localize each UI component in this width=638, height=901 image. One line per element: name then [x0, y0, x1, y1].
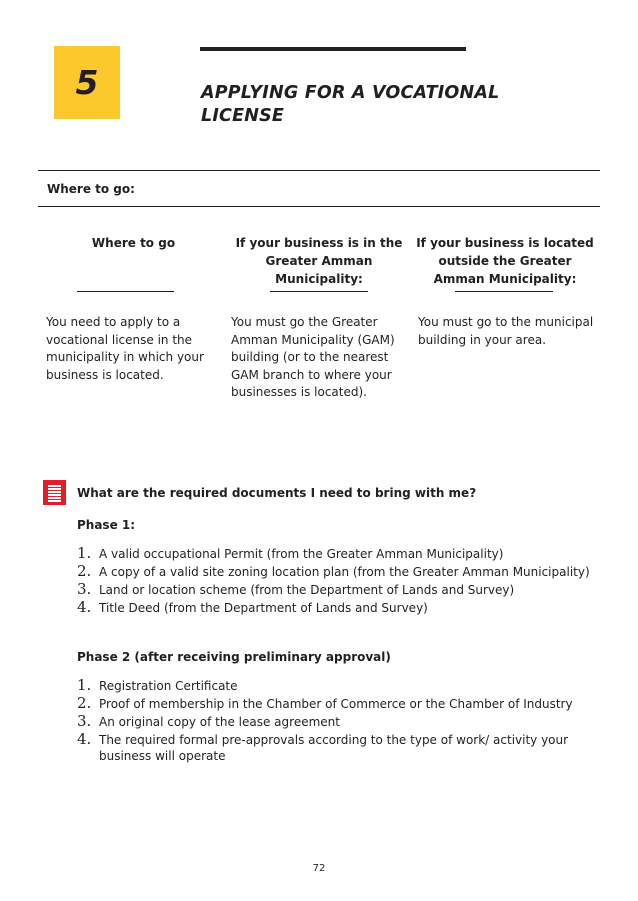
list-item: 1. A valid occupational Permit (from the Greater Amman Municipality) [77, 544, 504, 562]
document-icon [43, 480, 66, 505]
column-body-in-gam: You must go the Greater Amman Municipality (GAM) building (or to the nearest GAM branch to where your businesses is located). [231, 315, 395, 399]
phase1-label: Phase 1: [77, 518, 136, 532]
list-item: 2. Proof of membership in the Chamber of Commerce or the Chamber of Industry [77, 694, 573, 712]
column-body-outside-gam: You must go to the municipal building in your area. [418, 315, 594, 347]
column-heading-where-to-go: Where to go [91, 236, 176, 250]
column-body-where-to-go: You need to apply to a vocational license in the municipality in which your business is located. [46, 315, 204, 382]
chapter-number: 5 [75, 63, 99, 102]
list-item: 3. An original copy of the lease agreement [77, 712, 340, 730]
column-heading-in-gam: If your business is in the Greater Amman Municipality: [235, 236, 403, 286]
list-item: 4. The required formal pre-approvals according to the type of work/ activity your business will operate [77, 730, 569, 763]
section-divider-bottom [38, 206, 600, 207]
page-number: 72 [312, 863, 326, 874]
phase2-list [77, 678, 597, 766]
section-divider-top [38, 170, 600, 171]
column-rule [270, 291, 368, 292]
list-item: 1. Registration Certificate [77, 676, 238, 694]
phase1-list [77, 546, 597, 618]
phase2-label: Phase 2 (after receiving preliminary approval) [77, 650, 391, 664]
column-rule [77, 291, 174, 292]
where-to-go-label: Where to go: [47, 182, 135, 196]
list-item: 2. A copy of a valid site zoning location plan (from the Greater Amman Municipality) [77, 562, 590, 580]
chapter-number-badge [54, 46, 120, 119]
list-item: 4. Title Deed (from the Department of Lands and Survey) [77, 598, 428, 616]
documents-question: What are the required documents I need to bring with me? [77, 486, 477, 500]
title-rule [200, 47, 466, 51]
list-item: 3. Land or location scheme (from the Department of Lands and Survey) [77, 580, 515, 598]
column-heading-outside-gam: If your business is located outside the Greater Amman Municipality: [416, 236, 594, 286]
column-rule [455, 291, 553, 292]
page-title: APPLYING FOR A VOCATIONAL LICENSE [201, 83, 500, 126]
